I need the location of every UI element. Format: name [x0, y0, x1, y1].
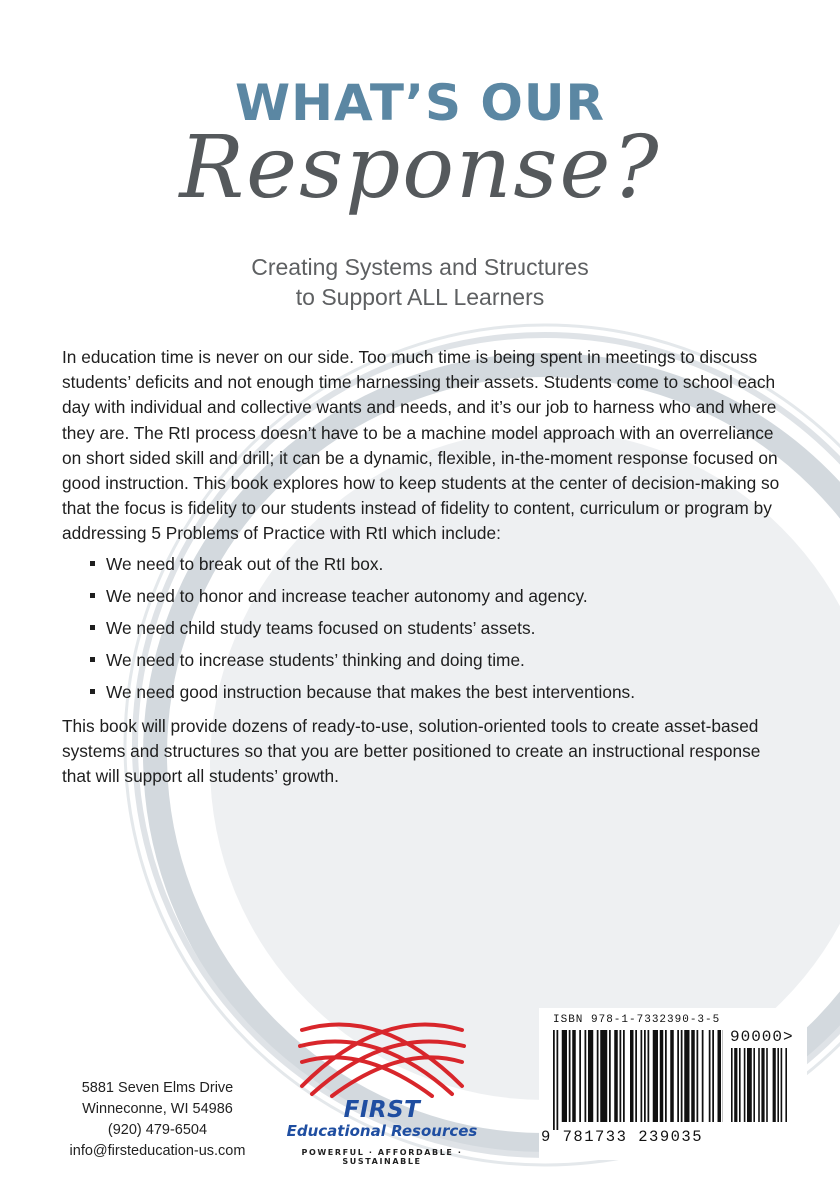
cover-title-top: WHAT’S OUR: [235, 74, 605, 132]
description-intro: In education time is never on our side. Too much time is being spent in meetings to discuss students’ deficits and not enough time harnessing their assets. Students come to school each day with individual and collective wants and needs, and it’s our job to harness who and where they are. The RtI process doesn’t have to be a machine model approach with an overreliance on short sided skill and drill; it can be a dynamic, flexible, in-the-moment response focused on good instruction. This book explores how to keep students at the center of decision-making so that the focus is fidelity to our students instead of fidelity to content, curriculum or program by addressing 5 Problems of Practice with RtI which include:: [62, 347, 780, 544]
barcode-bar: [739, 1048, 741, 1122]
cover-title-script: Response?: [179, 118, 661, 218]
barcode-bar: [777, 1048, 779, 1122]
publisher-phone: (920) 479-6504: [107, 1122, 208, 1138]
barcode-bar: [718, 1030, 722, 1122]
isbn-label: ISBN 978-1-7332390-3-5: [553, 1014, 721, 1026]
barcode-bar: [648, 1030, 650, 1122]
list-item-text: We need to increase students’ thinking and doing time.: [106, 649, 525, 670]
list-item: [90, 552, 782, 576]
barcode-bar: [670, 1030, 674, 1122]
logo-wordmark: FIRST: [343, 1097, 421, 1123]
barcode-bar: [681, 1030, 683, 1122]
barcode-bar: [744, 1048, 746, 1122]
barcode-bar: [660, 1030, 664, 1122]
problems-of-practice-list: [62, 552, 782, 704]
bullet-square-icon: [90, 561, 95, 566]
list-item: [90, 616, 782, 640]
description-closing: This book will provide dozens of ready-to-use, solution-oriented tools to create asset-based systems and structures so that you are better positioned to create an instructional response that will support all students’ growth.: [62, 715, 761, 787]
bullet-square-icon: [90, 657, 95, 662]
isbn-barcode: [539, 1008, 807, 1160]
barcode-bar: [597, 1030, 599, 1122]
list-item-text: We need to honor and increase teacher autonomy and agency.: [106, 585, 588, 606]
list-item: [90, 680, 782, 704]
book-description: [62, 345, 782, 789]
publisher-email: info@firsteducation-us.com: [69, 1143, 246, 1159]
subtitle-line-2: to Support ALL Learners: [295, 284, 545, 310]
barcode-bar: [614, 1030, 618, 1122]
publisher-logo: [262, 1012, 502, 1166]
barcode-bar: [697, 1030, 699, 1122]
cover-subtitle: [0, 252, 840, 312]
barcode-bar: [630, 1030, 634, 1122]
barcode-bar: [600, 1030, 607, 1122]
logo-tagline: POWERFUL · AFFORDABLE · SUSTAINABLE: [301, 1148, 463, 1166]
barcode-bar: [761, 1048, 764, 1122]
barcode-bar: [644, 1030, 646, 1122]
barcode-bar: [579, 1030, 581, 1122]
price-code: 90000>: [730, 1028, 794, 1046]
list-item-text: We need to break out of the RtI box.: [106, 553, 384, 574]
barcode-bar: [623, 1030, 625, 1122]
barcode-bar: [709, 1030, 711, 1122]
barcode-bar: [734, 1048, 737, 1122]
list-item-text: We need good instruction because that makes the best interventions.: [106, 681, 636, 702]
address-city: Winneconne, WI 54986: [82, 1101, 233, 1117]
subtitle-line-1: Creating Systems and Structures: [251, 254, 589, 280]
bullet-square-icon: [90, 593, 95, 598]
barcode-bar: [677, 1030, 679, 1122]
barcode-bar: [557, 1030, 559, 1130]
ean-barcode-bars: [553, 1030, 723, 1130]
barcode-bar: [620, 1030, 622, 1122]
isbn-digits: 9 781733 239035: [541, 1128, 704, 1146]
addon-barcode-bars: [731, 1048, 799, 1130]
barcode-bar: [653, 1030, 658, 1122]
barcode-bar: [588, 1030, 593, 1122]
logo-subname: Educational Resources: [286, 1122, 478, 1140]
barcode-bar: [684, 1030, 689, 1122]
barcode-bar: [702, 1030, 704, 1122]
barcode-bar: [712, 1030, 714, 1122]
barcode-bar: [609, 1030, 611, 1122]
barcode-bar: [731, 1048, 733, 1122]
list-item-text: We need child study teams focused on students’ assets.: [106, 617, 536, 638]
barcode-bar: [747, 1048, 752, 1122]
barcode-bar: [691, 1030, 695, 1122]
barcode-bar: [773, 1048, 776, 1122]
barcode-bar: [641, 1030, 643, 1122]
barcode-bar: [553, 1030, 555, 1130]
barcode-bar: [562, 1030, 567, 1122]
bullet-square-icon: [90, 625, 95, 630]
crossed-arcs-logo-icon: [292, 1016, 472, 1098]
barcode-bar: [665, 1030, 667, 1122]
barcode-bar: [572, 1030, 576, 1122]
barcode-bar: [781, 1048, 783, 1122]
barcode-bar: [585, 1030, 587, 1122]
barcode-bar: [785, 1048, 787, 1122]
bullet-square-icon: [90, 689, 95, 694]
barcode-bar: [569, 1030, 571, 1122]
publisher-address: [40, 1078, 275, 1162]
list-item: [90, 584, 782, 608]
barcode-bar: [758, 1048, 760, 1122]
barcode-bar: [753, 1048, 755, 1122]
address-street: 5881 Seven Elms Drive: [81, 1080, 234, 1096]
barcode-bar: [766, 1048, 768, 1122]
barcode-bar: [635, 1030, 637, 1122]
list-item: [90, 648, 782, 672]
